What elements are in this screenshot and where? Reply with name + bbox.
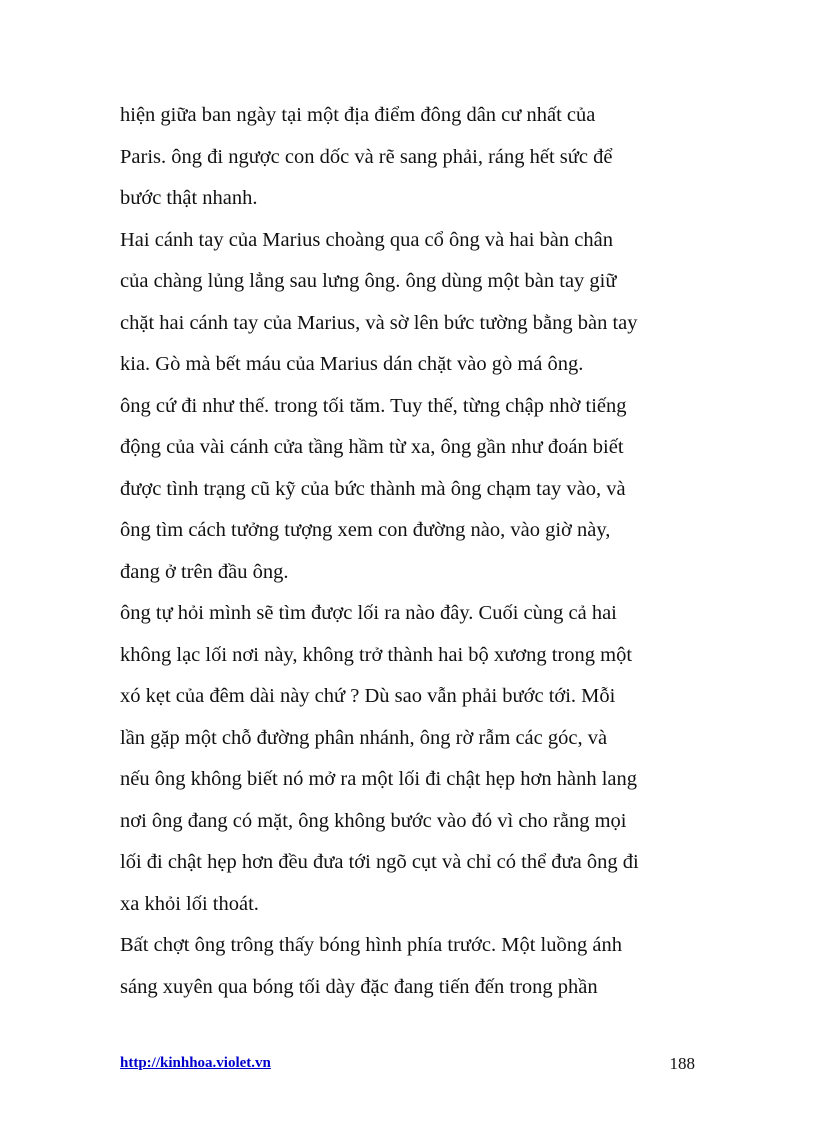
text-line: không lạc lối nơi này, không trở thành hai bộ xương trong một	[120, 643, 633, 666]
text-line: đang ở trên đầu ông.	[120, 560, 289, 583]
text-line: bước thật nhanh.	[120, 187, 258, 209]
text-line: kia. Gò mà bết máu của Marius dán chặt vào gò má ông.	[120, 353, 584, 375]
text-line: nếu ông không biết nó mở ra một lối đi chật hẹp hơn hành lang	[120, 768, 638, 790]
text-line: ông tìm cách tưởng tượng xem con đường nào, vào giờ này,	[120, 519, 611, 541]
page-number: 188	[669, 1054, 695, 1073]
text-line: được tình trạng cũ kỹ của bức thành mà ông chạm tay vào, và	[120, 477, 626, 500]
text-line: chặt hai cánh tay của Marius, và sờ lên bức tường bằng bàn tay	[120, 311, 638, 334]
text-line: sáng xuyên qua bóng tối dày đặc đang tiến đến trong phần	[120, 975, 598, 998]
text-line: động của vài cánh cửa tầng hầm từ xa, ông gần như đoán biết	[120, 436, 624, 458]
text-line: hiện giữa ban ngày tại một địa điểm đông dân cư nhất của	[120, 104, 596, 126]
text-line: ông cứ đi như thế. trong tối tăm. Tuy thế, từng chập nhờ tiếng	[120, 394, 627, 417]
text-line: của chàng lủng lẳng sau lưng ông. ông dùng một bàn tay giữ	[120, 270, 617, 292]
text-line: Bất chợt ông trông thấy bóng hình phía trước. Một luồng ánh	[120, 934, 622, 956]
text-line: nơi ông đang có mặt, ông không bước vào đó vì cho rằng mọi	[120, 809, 627, 832]
text-line: xó kẹt của đêm dài này chứ ? Dù sao vẫn phải bước tới. Mỗi	[120, 685, 616, 707]
body-text	[120, 95, 710, 1008]
text-line: lối đi chật hẹp hơn đều đưa tới ngõ cụt và chỉ có thể đưa ông đi	[120, 851, 639, 873]
footer-website-link[interactable]: http://kinhhoa.violet.vn	[120, 1055, 271, 1071]
text-line: xa khỏi lối thoát.	[120, 892, 259, 915]
text-line: Paris. ông đi ngược con dốc và rẽ sang phải, ráng hết sức để	[120, 145, 613, 168]
text-line: lần gặp một chỗ đường phân nhánh, ông rờ rẫm các góc, và	[120, 726, 608, 749]
text-line: Hai cánh tay của Marius choàng qua cổ ông và hai bàn chân	[120, 228, 613, 251]
text-line: ông tự hỏi mình sẽ tìm được lối ra nào đây. Cuối cùng cả hai	[120, 602, 617, 624]
